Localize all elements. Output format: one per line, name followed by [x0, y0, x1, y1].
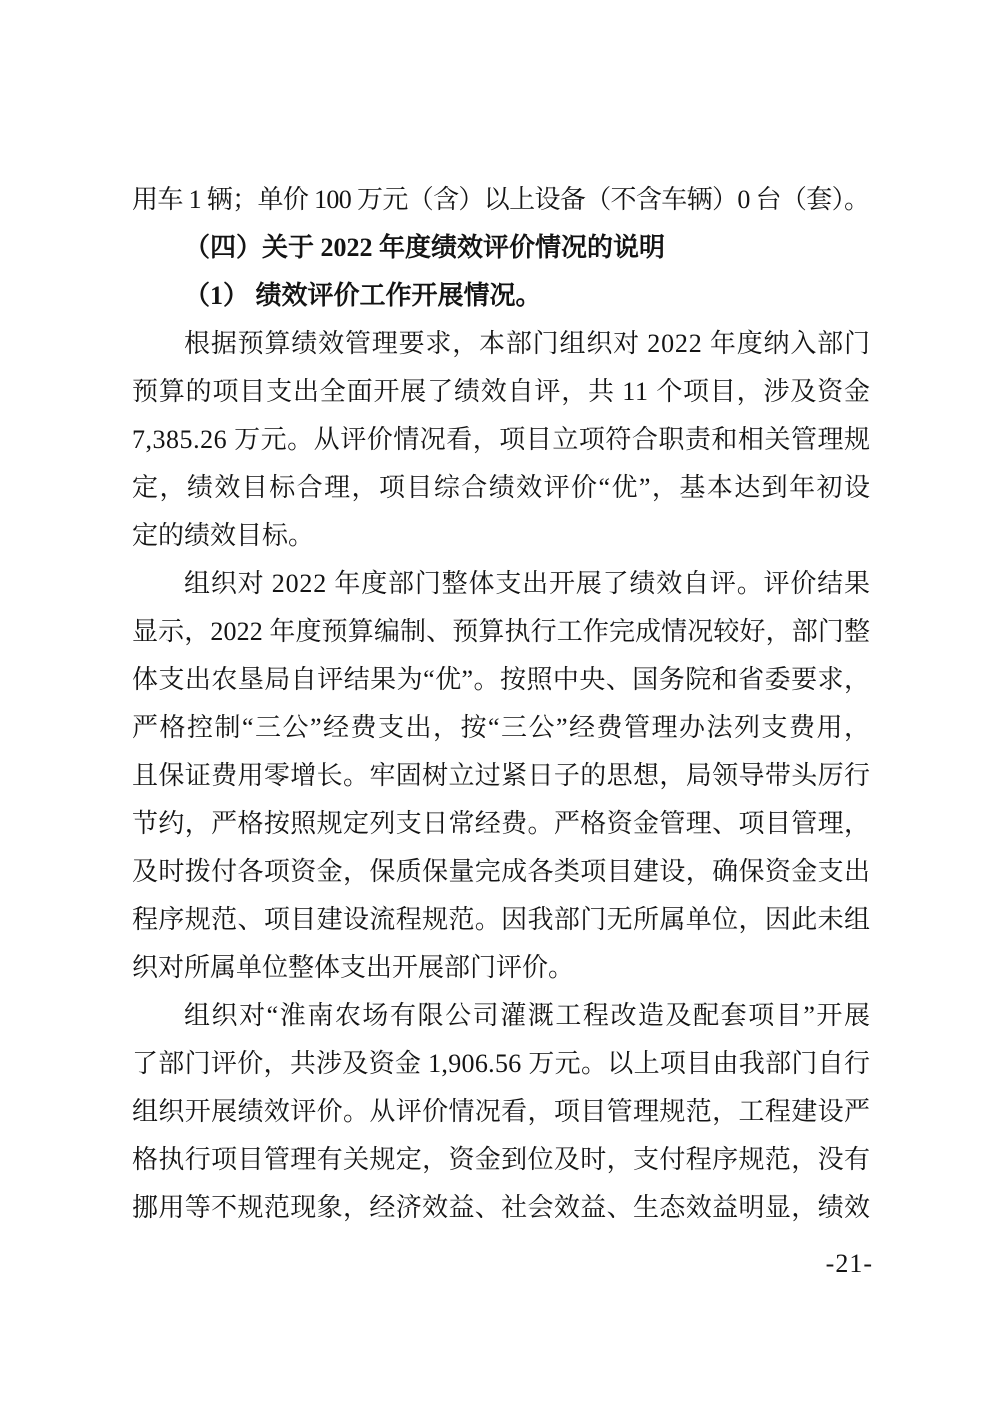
text-line: 严格控制“三公”经费支出，按“三公”经费管理办法列支费用， [132, 713, 872, 742]
paragraph-department-evaluation-line-2 [132, 1040, 870, 1088]
paragraph-project-self-evaluation-line-3 [132, 416, 870, 464]
text-line: 及时拨付各项资金，保质保量完成各类项目建设，确保资金支出 [132, 857, 871, 886]
paragraph-overall-expenditure-evaluation-line-7 [132, 848, 870, 896]
text-line: 程序规范、项目建设流程规范。因我部门无所属单位，因此未组 [132, 905, 871, 934]
paragraph-department-evaluation-line-1 [132, 992, 870, 1040]
text-line: 且保证费用零增长。牢固树立过紧日子的思想，局领导带头厉行 [132, 761, 871, 790]
paragraph-overall-expenditure-evaluation-line-3 [132, 656, 870, 704]
page-number: -21- [825, 1249, 873, 1278]
paragraph-overall-expenditure-evaluation-line-1 [132, 560, 870, 608]
paragraph-project-self-evaluation-line-5 [132, 512, 870, 560]
paragraph-carryover-line-1 [132, 176, 870, 224]
text-line: 组织对 2022 年度部门整体支出开展了绩效自评。评价结果 [184, 569, 871, 598]
text-line: （四）关于 2022 年度绩效评价情况的说明 [184, 233, 666, 262]
paragraph-overall-expenditure-evaluation-line-2 [132, 608, 870, 656]
text-line: 挪用等不规范现象，经济效益、社会效益、生态效益明显，绩效 [132, 1193, 871, 1222]
paragraph-overall-expenditure-evaluation-line-5 [132, 752, 870, 800]
text-line: （1） 绩效评价工作开展情况。 [184, 281, 542, 310]
paragraph-department-evaluation-line-5 [132, 1184, 870, 1232]
text-line: 格执行项目管理有关规定，资金到位及时，支付程序规范，没有 [132, 1145, 871, 1174]
text-line: 预算的项目支出全面开展了绩效自评，共 11 个项目，涉及资金 [132, 377, 871, 406]
paragraph-project-self-evaluation-line-1 [132, 320, 870, 368]
paragraph-overall-expenditure-evaluation-line-6 [132, 800, 870, 848]
paragraph-department-evaluation-line-3 [132, 1088, 870, 1136]
paragraph-project-self-evaluation-line-2 [132, 368, 870, 416]
text-line: 定的绩效目标。 [132, 521, 315, 550]
paragraph-overall-expenditure-evaluation-line-4 [132, 704, 870, 752]
text-line: 织对所属单位整体支出开展部门评价。 [132, 953, 575, 982]
text-line: 用车 1 辆；单价 100 万元（含）以上设备（不含车辆）0 台（套）。 [132, 185, 870, 214]
text-line: 组织开展绩效评价。从评价情况看，项目管理规范，工程建设严 [132, 1097, 871, 1126]
paragraph-overall-expenditure-evaluation-line-8 [132, 896, 870, 944]
paragraph-project-self-evaluation-line-4 [132, 464, 870, 512]
heading-section-4-line-1 [132, 224, 870, 272]
text-line: 体支出农垦局自评结果为“优”。按照中央、国务院和省委要求， [132, 665, 871, 694]
paragraph-department-evaluation-line-4 [132, 1136, 870, 1184]
text-line: 定，绩效目标合理，项目综合绩效评价“优”，基本达到年初设 [132, 473, 872, 502]
document-body [132, 176, 870, 1232]
text-line: 了部门评价，共涉及资金 1,906.56 万元。以上项目由我部门自行 [132, 1049, 871, 1078]
text-line: 节约，严格按照规定列支日常经费。严格资金管理、项目管理， [132, 809, 871, 838]
text-line: 根据预算绩效管理要求，本部门组织对 2022 年度纳入部门 [184, 329, 871, 358]
text-line: 组织对“淮南农场有限公司灌溉工程改造及配套项目”开展 [184, 1001, 872, 1030]
text-line: 7,385.26 万元。从评价情况看，项目立项符合职责和相关管理规 [132, 425, 871, 454]
heading-item-1-line-1 [132, 272, 870, 320]
paragraph-overall-expenditure-evaluation-line-9 [132, 944, 870, 992]
text-line: 显示，2022 年度预算编制、预算执行工作完成情况较好，部门整 [132, 617, 871, 646]
